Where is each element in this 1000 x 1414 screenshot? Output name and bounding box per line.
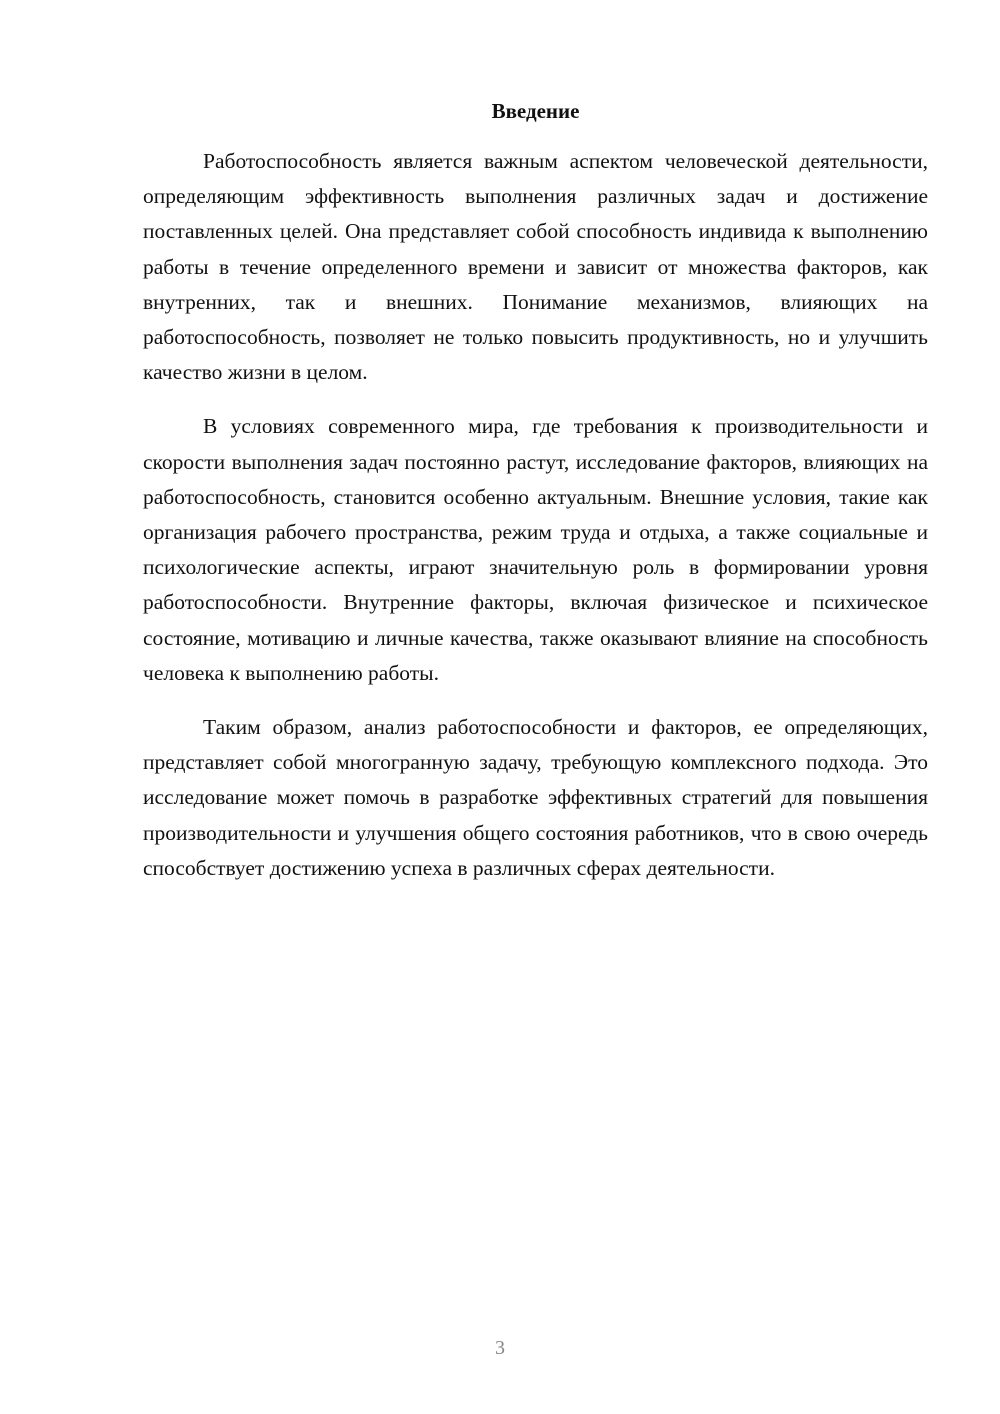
section-heading: Введение — [491, 99, 580, 123]
paragraph: В условиях современного мира, где требования к производительности и скорости выполнения задач постоянно растут, исследование факторов, влияющих на работоспособность, становится особенно актуальным. Внешние условия, такие как организация рабочего пространства, режим труда и отдыха, а также социальные и психологические аспекты, играют значительную роль в формировании уровня работоспособности. Внутренние факторы, включая физическое и психическое состояние, мотивацию и личные качества, также оказывают влияние на способность человека к выполнению работы. — [143, 414, 928, 685]
paragraph: Работоспособность является важным аспектом человеческой деятельности, определяющим эффективность выполнения различных задач и достижение поставленных целей. Она представляет собой способность индивида к выполнению работы в течение определенного времени и зависит от множества факторов, как внутренних, так и внешних. Понимание механизмов, влияющих на работоспособность, позволяет не только повысить продуктивность, но и улучшить качество жизни в целом. — [143, 149, 928, 385]
paragraph: Таким образом, анализ работоспособности и факторов, ее определяющих, представляет собой многогранную задачу, требующую комплексного подхода. Это исследование может помочь в разработке эффективных стратегий для повышения производительности и улучшения общего состояния работников, что в свою очередь способствует достижению успеха в различных сферах деятельности. — [143, 715, 928, 880]
page-number: 3 — [495, 1337, 505, 1359]
document-body — [143, 96, 928, 905]
